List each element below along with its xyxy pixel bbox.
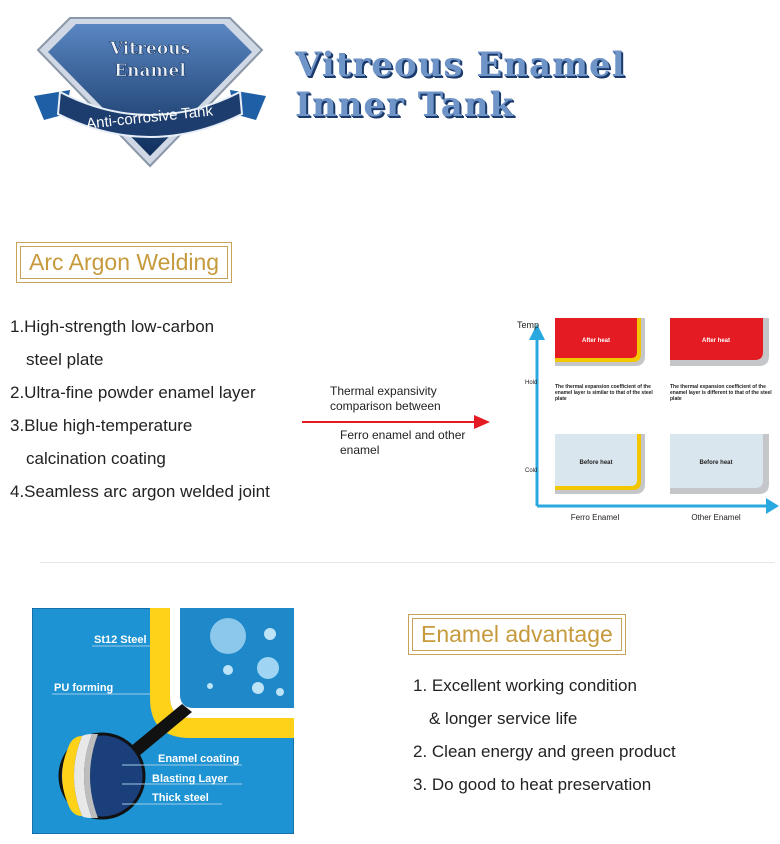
list-item: steel plate [26,350,104,369]
label-thick-steel: Thick steel [152,792,209,804]
badge-line2: Enamel [114,61,186,81]
label-before-heat: Before heat [579,460,613,466]
list-item: 1. Excellent working condition [413,676,637,695]
comparison-caption-bottom: Ferro enamel and other enamel [340,428,466,457]
title-line2: Inner Tank [295,85,515,125]
enamel-coating-diagram [32,608,294,834]
axis-label-temp: Temp [517,320,540,330]
list-item: 3. Do good to heat preservation [413,775,652,794]
label-pu-forming: PU forming [54,682,114,694]
page-title [295,45,626,125]
label-blasting-layer: Blasting Layer [152,773,228,785]
label-st12-steel: St12 Steel [94,634,147,646]
list-item: & longer service life [429,709,578,728]
label-after-heat: After heat [701,338,731,344]
label-before-heat: Before heat [699,460,733,466]
label-after-heat: After heat [581,338,611,344]
list-item: 1.High-strength low-carbon [10,317,215,336]
enamel-advantage-list [413,669,733,801]
axis-label-hold: Hold [525,380,538,386]
thermal-expansion-diagram [515,318,780,530]
note-ferro: The thermal expansion coefficient of the enamel layer is similar to that of the steel plate [555,384,653,402]
section-divider [40,562,775,563]
note-other: The thermal expansion coefficient of the enamel layer is different to that of the steel plate [670,384,772,402]
list-item: 3.Blue high-temperature [10,416,193,435]
list-item: 2. Clean energy and green product [413,742,676,761]
list-item: calcination coating [26,449,166,468]
badge-line1: Vitreous [109,39,191,59]
xlabel-other: Other Enamel [691,513,741,522]
welding-feature-list [10,310,310,508]
xlabel-ferro: Ferro Enamel [570,513,620,522]
title-line1: Vitreous Enamel [295,45,626,85]
section-heading-arc-argon: Arc Argon Welding [20,246,228,279]
axis-label-cold: Cold [525,468,538,474]
label-enamel-coating: Enamel coating [158,753,240,765]
list-item: 4.Seamless arc argon welded joint [10,482,270,501]
vitreous-enamel-badge [30,10,270,170]
list-item: 2.Ultra-fine powder enamel layer [10,383,256,402]
comparison-caption-top: Thermal expansivity comparison between [330,384,441,413]
badge-ribbon: Anti-corrosive Tank [85,102,214,133]
section-heading-enamel-advantage: Enamel advantage [412,618,622,651]
